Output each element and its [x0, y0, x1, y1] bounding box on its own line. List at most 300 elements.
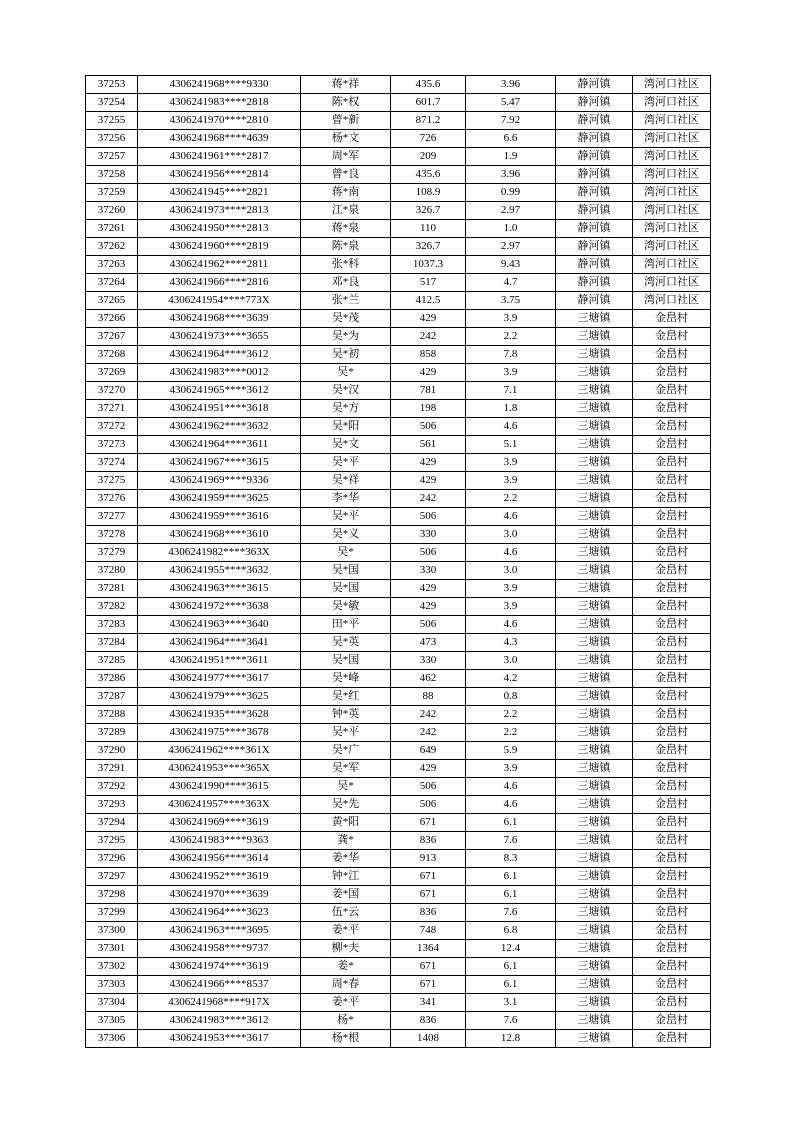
name-cell: 蒋*祥 — [301, 76, 391, 94]
table-row — [86, 526, 711, 544]
town-cell: 三塘镇 — [556, 562, 633, 580]
rate-cell: 1.9 — [466, 148, 556, 166]
id-number-cell: 4306241945****2821 — [138, 184, 301, 202]
village-cell: 金峊村 — [633, 328, 711, 346]
town-cell: 三塘镇 — [556, 544, 633, 562]
amount-cell: 671 — [391, 868, 466, 886]
id-number-cell: 4306241951****3611 — [138, 652, 301, 670]
id-number-cell: 4306241966****8537 — [138, 976, 301, 994]
name-cell: 吴*汉 — [301, 382, 391, 400]
town-cell: 三塘镇 — [556, 382, 633, 400]
amount-cell: 517 — [391, 274, 466, 292]
name-cell: 张*兰 — [301, 292, 391, 310]
rate-cell: 7.8 — [466, 346, 556, 364]
town-cell: 三塘镇 — [556, 850, 633, 868]
village-cell: 金峊村 — [633, 670, 711, 688]
town-cell: 静河镇 — [556, 184, 633, 202]
rate-cell: 3.1 — [466, 994, 556, 1012]
rate-cell: 3.9 — [466, 454, 556, 472]
amount-cell: 506 — [391, 778, 466, 796]
town-cell: 三塘镇 — [556, 328, 633, 346]
id-number-cell: 4306241958****9737 — [138, 940, 301, 958]
rate-cell: 2.97 — [466, 202, 556, 220]
seq-cell: 37305 — [86, 1012, 138, 1030]
table-row — [86, 634, 711, 652]
amount-cell: 412.5 — [391, 292, 466, 310]
town-cell: 三塘镇 — [556, 940, 633, 958]
name-cell: 杨*文 — [301, 130, 391, 148]
table-row — [86, 400, 711, 418]
village-cell: 金峊村 — [633, 310, 711, 328]
town-cell: 三塘镇 — [556, 976, 633, 994]
rate-cell: 3.9 — [466, 310, 556, 328]
rate-cell: 3.9 — [466, 580, 556, 598]
seq-cell: 37299 — [86, 904, 138, 922]
seq-cell: 37268 — [86, 346, 138, 364]
town-cell: 三塘镇 — [556, 310, 633, 328]
town-cell: 三塘镇 — [556, 688, 633, 706]
table-row — [86, 922, 711, 940]
amount-cell: 561 — [391, 436, 466, 454]
rate-cell: 7.6 — [466, 1012, 556, 1030]
name-cell: 吴*国 — [301, 652, 391, 670]
rate-cell: 4.6 — [466, 796, 556, 814]
id-number-cell: 4306241968****4639 — [138, 130, 301, 148]
village-cell: 湾河口社区 — [633, 220, 711, 238]
village-cell: 金峊村 — [633, 976, 711, 994]
seq-cell: 37272 — [86, 418, 138, 436]
name-cell: 蒋*南 — [301, 184, 391, 202]
village-cell: 金峊村 — [633, 814, 711, 832]
seq-cell: 37275 — [86, 472, 138, 490]
seq-cell: 37296 — [86, 850, 138, 868]
seq-cell: 37254 — [86, 94, 138, 112]
seq-cell: 37279 — [86, 544, 138, 562]
town-cell: 三塘镇 — [556, 436, 633, 454]
amount-cell: 326.7 — [391, 238, 466, 256]
rate-cell: 0.8 — [466, 688, 556, 706]
amount-cell: 506 — [391, 508, 466, 526]
table-row — [86, 688, 711, 706]
id-number-cell: 4306241982****363X — [138, 544, 301, 562]
village-cell: 湾河口社区 — [633, 94, 711, 112]
id-number-cell: 4306241962****3632 — [138, 418, 301, 436]
seq-cell: 37281 — [86, 580, 138, 598]
town-cell: 三塘镇 — [556, 1012, 633, 1030]
name-cell: 龚* — [301, 832, 391, 850]
town-cell: 三塘镇 — [556, 994, 633, 1012]
id-number-cell: 4306241975****3678 — [138, 724, 301, 742]
rate-cell: 4.6 — [466, 616, 556, 634]
id-number-cell: 4306241950****2813 — [138, 220, 301, 238]
name-cell: 吴*国 — [301, 580, 391, 598]
amount-cell: 506 — [391, 616, 466, 634]
name-cell: 吴*祥 — [301, 472, 391, 490]
rate-cell: 0.99 — [466, 184, 556, 202]
name-cell: 吴*为 — [301, 328, 391, 346]
seq-cell: 37257 — [86, 148, 138, 166]
seq-cell: 37266 — [86, 310, 138, 328]
town-cell: 三塘镇 — [556, 958, 633, 976]
id-number-cell: 4306241953****3617 — [138, 1030, 301, 1048]
id-number-cell: 4306241957****363X — [138, 796, 301, 814]
town-cell: 静河镇 — [556, 94, 633, 112]
amount-cell: 429 — [391, 364, 466, 382]
rate-cell: 6.1 — [466, 868, 556, 886]
name-cell: 吴*军 — [301, 760, 391, 778]
village-cell: 金峊村 — [633, 760, 711, 778]
amount-cell: 435.6 — [391, 166, 466, 184]
rate-cell: 12.4 — [466, 940, 556, 958]
seq-cell: 37306 — [86, 1030, 138, 1048]
table-row — [86, 706, 711, 724]
amount-cell: 429 — [391, 472, 466, 490]
village-cell: 湾河口社区 — [633, 238, 711, 256]
amount-cell: 1364 — [391, 940, 466, 958]
village-cell: 金峊村 — [633, 922, 711, 940]
name-cell: 杨*根 — [301, 1030, 391, 1048]
amount-cell: 242 — [391, 724, 466, 742]
seq-cell: 37280 — [86, 562, 138, 580]
town-cell: 三塘镇 — [556, 418, 633, 436]
town-cell: 三塘镇 — [556, 832, 633, 850]
amount-cell: 330 — [391, 652, 466, 670]
table-row — [86, 418, 711, 436]
name-cell: 周*春 — [301, 976, 391, 994]
village-cell: 湾河口社区 — [633, 130, 711, 148]
table-row — [86, 112, 711, 130]
name-cell: 吴*阳 — [301, 418, 391, 436]
table-row — [86, 958, 711, 976]
table-row — [86, 436, 711, 454]
village-cell: 金峊村 — [633, 832, 711, 850]
village-cell: 金峊村 — [633, 400, 711, 418]
id-number-cell: 4306241969****3619 — [138, 814, 301, 832]
table-row — [86, 454, 711, 472]
village-cell: 湾河口社区 — [633, 148, 711, 166]
table-row — [86, 850, 711, 868]
village-cell: 湾河口社区 — [633, 112, 711, 130]
id-number-cell: 4306241961****2817 — [138, 148, 301, 166]
rate-cell: 4.6 — [466, 418, 556, 436]
table-row — [86, 148, 711, 166]
town-cell: 三塘镇 — [556, 490, 633, 508]
village-cell: 金峊村 — [633, 598, 711, 616]
id-number-cell: 4306241970****2810 — [138, 112, 301, 130]
town-cell: 三塘镇 — [556, 598, 633, 616]
amount-cell: 671 — [391, 958, 466, 976]
village-cell: 金峊村 — [633, 634, 711, 652]
id-number-cell: 4306241977****3617 — [138, 670, 301, 688]
id-number-cell: 4306241953****365X — [138, 760, 301, 778]
rate-cell: 6.1 — [466, 976, 556, 994]
seq-cell: 37260 — [86, 202, 138, 220]
records-table-body — [86, 76, 711, 1048]
amount-cell: 435.6 — [391, 76, 466, 94]
table-row — [86, 778, 711, 796]
name-cell: 陈*权 — [301, 94, 391, 112]
amount-cell: 341 — [391, 994, 466, 1012]
rate-cell: 12.8 — [466, 1030, 556, 1048]
village-cell: 金峊村 — [633, 1030, 711, 1048]
amount-cell: 429 — [391, 310, 466, 328]
table-row — [86, 994, 711, 1012]
rate-cell: 2.2 — [466, 490, 556, 508]
rate-cell: 4.6 — [466, 778, 556, 796]
amount-cell: 110 — [391, 220, 466, 238]
amount-cell: 429 — [391, 598, 466, 616]
village-cell: 金峊村 — [633, 706, 711, 724]
village-cell: 金峊村 — [633, 742, 711, 760]
town-cell: 静河镇 — [556, 130, 633, 148]
town-cell: 三塘镇 — [556, 886, 633, 904]
town-cell: 三塘镇 — [556, 508, 633, 526]
rate-cell: 9.43 — [466, 256, 556, 274]
village-cell: 金峊村 — [633, 472, 711, 490]
town-cell: 三塘镇 — [556, 580, 633, 598]
seq-cell: 37273 — [86, 436, 138, 454]
amount-cell: 242 — [391, 328, 466, 346]
table-row — [86, 184, 711, 202]
id-number-cell: 4306241935****3628 — [138, 706, 301, 724]
table-row — [86, 598, 711, 616]
table-row — [86, 472, 711, 490]
name-cell: 吴*义 — [301, 526, 391, 544]
amount-cell: 836 — [391, 832, 466, 850]
seq-cell: 37300 — [86, 922, 138, 940]
records-table — [85, 75, 711, 1048]
table-row — [86, 364, 711, 382]
seq-cell: 37298 — [86, 886, 138, 904]
village-cell: 金峊村 — [633, 724, 711, 742]
village-cell: 金峊村 — [633, 778, 711, 796]
id-number-cell: 4306241963****3640 — [138, 616, 301, 634]
amount-cell: 836 — [391, 904, 466, 922]
table-row — [86, 886, 711, 904]
town-cell: 静河镇 — [556, 148, 633, 166]
id-number-cell: 4306241962****361X — [138, 742, 301, 760]
table-row — [86, 328, 711, 346]
rate-cell: 3.9 — [466, 598, 556, 616]
id-number-cell: 4306241965****3612 — [138, 382, 301, 400]
seq-cell: 37294 — [86, 814, 138, 832]
rate-cell: 3.9 — [466, 472, 556, 490]
table-row — [86, 346, 711, 364]
seq-cell: 37303 — [86, 976, 138, 994]
name-cell: 曾*新 — [301, 112, 391, 130]
rate-cell: 3.96 — [466, 76, 556, 94]
id-number-cell: 4306241983****0012 — [138, 364, 301, 382]
amount-cell: 1408 — [391, 1030, 466, 1048]
name-cell: 姜*华 — [301, 850, 391, 868]
town-cell: 三塘镇 — [556, 652, 633, 670]
name-cell: 钟*江 — [301, 868, 391, 886]
rate-cell: 3.9 — [466, 364, 556, 382]
name-cell: 吴*平 — [301, 454, 391, 472]
town-cell: 三塘镇 — [556, 400, 633, 418]
rate-cell: 4.6 — [466, 544, 556, 562]
id-number-cell: 4306241964****3623 — [138, 904, 301, 922]
name-cell: 邓*良 — [301, 274, 391, 292]
seq-cell: 37285 — [86, 652, 138, 670]
village-cell: 金峊村 — [633, 904, 711, 922]
seq-cell: 37264 — [86, 274, 138, 292]
amount-cell: 506 — [391, 796, 466, 814]
table-row — [86, 670, 711, 688]
table-row — [86, 796, 711, 814]
village-cell: 金峊村 — [633, 850, 711, 868]
rate-cell: 2.97 — [466, 238, 556, 256]
amount-cell: 671 — [391, 886, 466, 904]
seq-cell: 37304 — [86, 994, 138, 1012]
table-row — [86, 652, 711, 670]
seq-cell: 37282 — [86, 598, 138, 616]
table-row — [86, 580, 711, 598]
rate-cell: 6.1 — [466, 814, 556, 832]
name-cell: 周*军 — [301, 148, 391, 166]
town-cell: 静河镇 — [556, 292, 633, 310]
table-row — [86, 292, 711, 310]
village-cell: 金峊村 — [633, 526, 711, 544]
id-number-cell: 4306241956****3614 — [138, 850, 301, 868]
amount-cell: 506 — [391, 544, 466, 562]
id-number-cell: 4306241960****2819 — [138, 238, 301, 256]
village-cell: 湾河口社区 — [633, 256, 711, 274]
village-cell: 湾河口社区 — [633, 166, 711, 184]
name-cell: 吴*峰 — [301, 670, 391, 688]
table-row — [86, 814, 711, 832]
seq-cell: 37295 — [86, 832, 138, 850]
town-cell: 三塘镇 — [556, 616, 633, 634]
rate-cell: 3.0 — [466, 526, 556, 544]
id-number-cell: 4306241964****3611 — [138, 436, 301, 454]
name-cell: 陈*泉 — [301, 238, 391, 256]
rate-cell: 4.2 — [466, 670, 556, 688]
table-row — [86, 130, 711, 148]
table-row — [86, 238, 711, 256]
village-cell: 金峊村 — [633, 688, 711, 706]
amount-cell: 198 — [391, 400, 466, 418]
table-row — [86, 868, 711, 886]
table-row — [86, 202, 711, 220]
town-cell: 三塘镇 — [556, 634, 633, 652]
town-cell: 三塘镇 — [556, 742, 633, 760]
name-cell: 吴*敏 — [301, 598, 391, 616]
amount-cell: 108.9 — [391, 184, 466, 202]
name-cell: 柳*夫 — [301, 940, 391, 958]
id-number-cell: 4306241955****3632 — [138, 562, 301, 580]
table-row — [86, 562, 711, 580]
village-cell: 金峊村 — [633, 868, 711, 886]
amount-cell: 209 — [391, 148, 466, 166]
id-number-cell: 4306241963****3615 — [138, 580, 301, 598]
id-number-cell: 4306241983****9363 — [138, 832, 301, 850]
amount-cell: 1037.3 — [391, 256, 466, 274]
rate-cell: 3.0 — [466, 562, 556, 580]
name-cell: 田*平 — [301, 616, 391, 634]
amount-cell: 429 — [391, 760, 466, 778]
id-number-cell: 4306241983****2818 — [138, 94, 301, 112]
village-cell: 金峊村 — [633, 562, 711, 580]
name-cell: 吴*英 — [301, 634, 391, 652]
seq-cell: 37267 — [86, 328, 138, 346]
amount-cell: 242 — [391, 490, 466, 508]
id-number-cell: 4306241956****2814 — [138, 166, 301, 184]
village-cell: 金峊村 — [633, 346, 711, 364]
village-cell: 金峊村 — [633, 418, 711, 436]
table-row — [86, 976, 711, 994]
table-row — [86, 490, 711, 508]
town-cell: 三塘镇 — [556, 778, 633, 796]
name-cell: 吴*文 — [301, 436, 391, 454]
rate-cell: 6.1 — [466, 958, 556, 976]
amount-cell: 601.7 — [391, 94, 466, 112]
table-row — [86, 256, 711, 274]
id-number-cell: 4306241959****3616 — [138, 508, 301, 526]
id-number-cell: 4306241973****3655 — [138, 328, 301, 346]
town-cell: 三塘镇 — [556, 814, 633, 832]
seq-cell: 37261 — [86, 220, 138, 238]
table-row — [86, 166, 711, 184]
town-cell: 三塘镇 — [556, 922, 633, 940]
name-cell: 吴* — [301, 544, 391, 562]
village-cell: 金峊村 — [633, 616, 711, 634]
id-number-cell: 4306241967****3615 — [138, 454, 301, 472]
name-cell: 吴*红 — [301, 688, 391, 706]
village-cell: 金峊村 — [633, 454, 711, 472]
rate-cell: 2.2 — [466, 706, 556, 724]
amount-cell: 913 — [391, 850, 466, 868]
town-cell: 三塘镇 — [556, 904, 633, 922]
name-cell: 姜*平 — [301, 994, 391, 1012]
seq-cell: 37253 — [86, 76, 138, 94]
table-row — [86, 310, 711, 328]
name-cell: 伍*云 — [301, 904, 391, 922]
town-cell: 三塘镇 — [556, 526, 633, 544]
amount-cell: 429 — [391, 454, 466, 472]
seq-cell: 37255 — [86, 112, 138, 130]
town-cell: 静河镇 — [556, 220, 633, 238]
town-cell: 三塘镇 — [556, 670, 633, 688]
town-cell: 三塘镇 — [556, 454, 633, 472]
id-number-cell: 4306241990****3615 — [138, 778, 301, 796]
id-number-cell: 4306241968****3639 — [138, 310, 301, 328]
name-cell: 江*泉 — [301, 202, 391, 220]
rate-cell: 6.1 — [466, 886, 556, 904]
seq-cell: 37283 — [86, 616, 138, 634]
village-cell: 湾河口社区 — [633, 184, 711, 202]
name-cell: 吴* — [301, 778, 391, 796]
amount-cell: 671 — [391, 814, 466, 832]
village-cell: 金峊村 — [633, 508, 711, 526]
town-cell: 静河镇 — [556, 76, 633, 94]
name-cell: 吴*方 — [301, 400, 391, 418]
village-cell: 金峊村 — [633, 796, 711, 814]
town-cell: 三塘镇 — [556, 346, 633, 364]
seq-cell: 37271 — [86, 400, 138, 418]
name-cell: 姜*国 — [301, 886, 391, 904]
id-number-cell: 4306241972****3638 — [138, 598, 301, 616]
name-cell: 曾*良 — [301, 166, 391, 184]
rate-cell: 5.47 — [466, 94, 556, 112]
village-cell: 金峊村 — [633, 544, 711, 562]
seq-cell: 37270 — [86, 382, 138, 400]
id-number-cell: 4306241979****3625 — [138, 688, 301, 706]
seq-cell: 37265 — [86, 292, 138, 310]
rate-cell: 6.8 — [466, 922, 556, 940]
rate-cell: 1.0 — [466, 220, 556, 238]
table-row — [86, 1012, 711, 1030]
